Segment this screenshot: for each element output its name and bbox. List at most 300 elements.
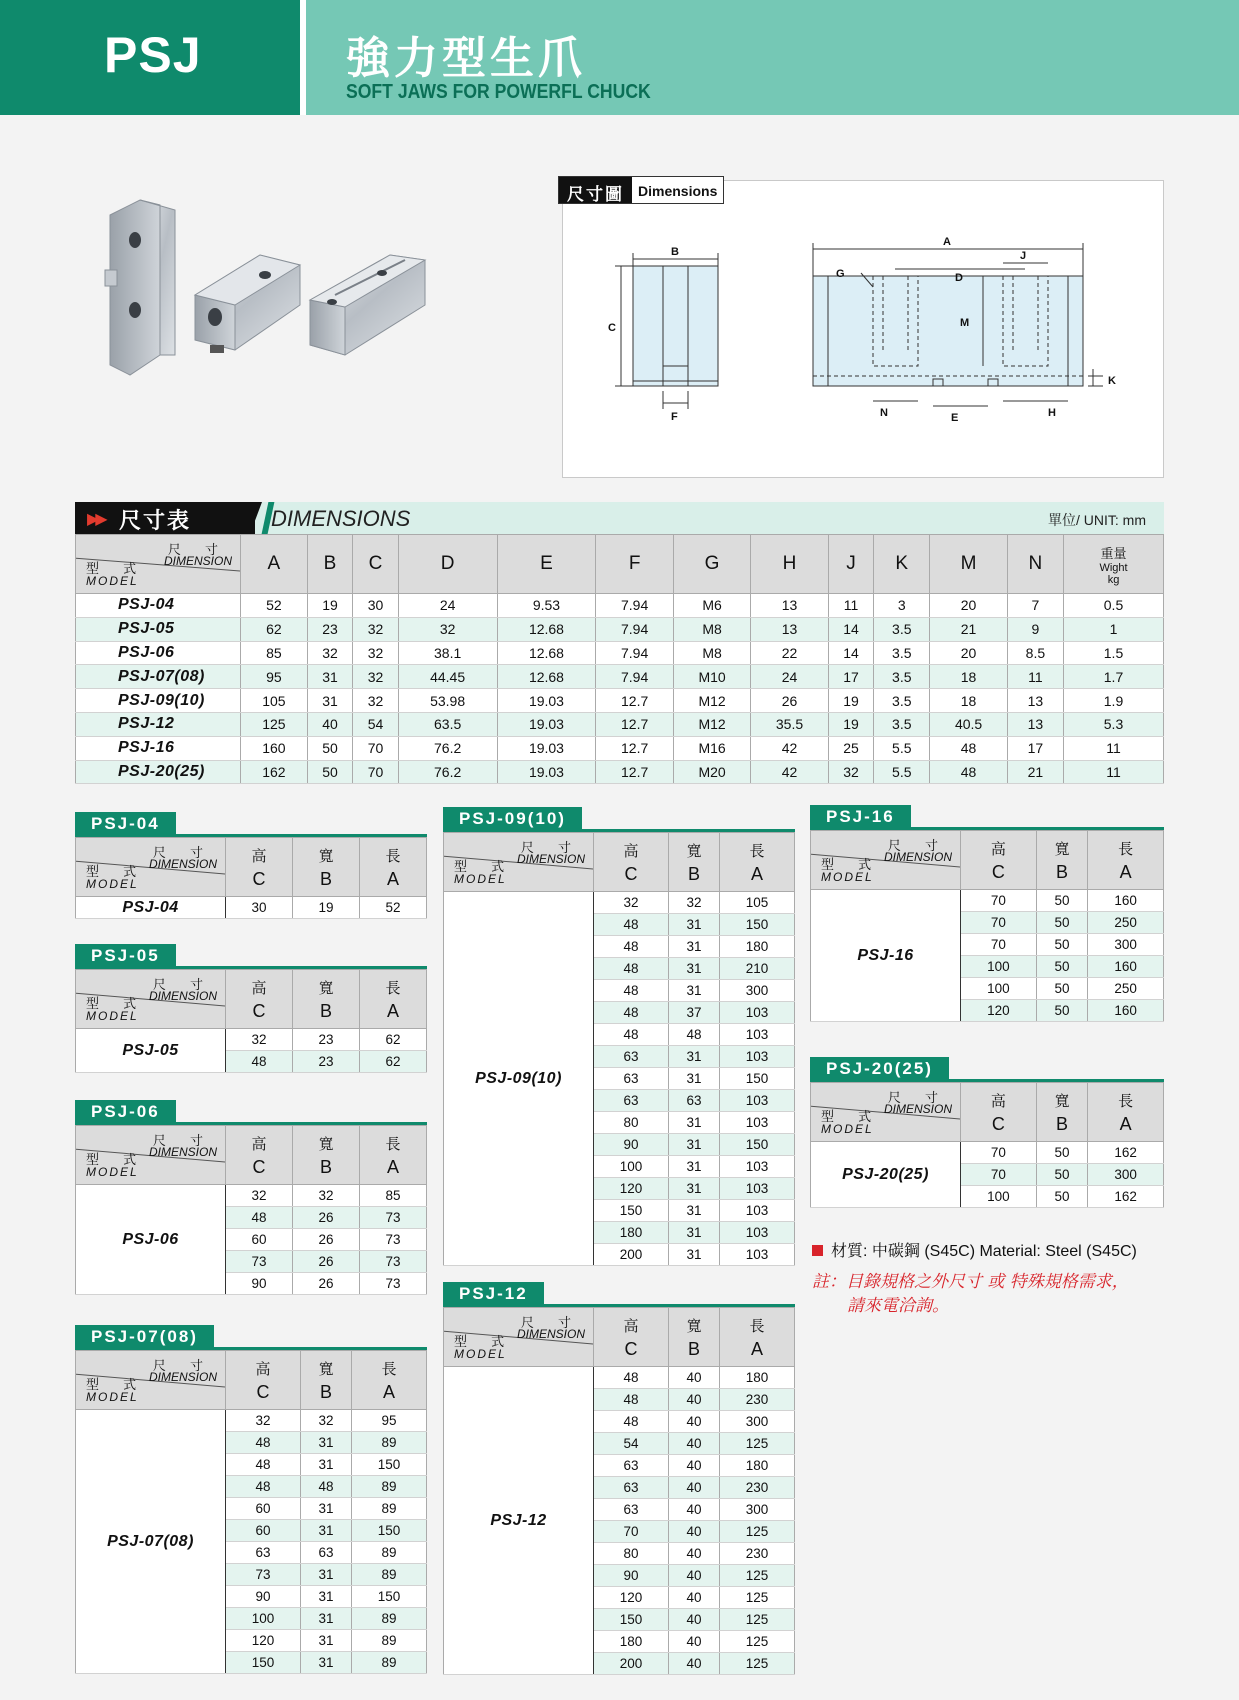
header-title-en: SOFT JAWS FOR POWERFL CHUCK [346,81,651,103]
weight-en: Wight [1099,561,1128,574]
model-dimension-corner [76,1351,226,1410]
value-cell: 90 [226,1273,293,1295]
value-cell: 19 [828,689,873,713]
value-cell: 48 [668,1024,719,1046]
sub-column-zh: 高 [623,841,639,860]
value-cell: 11 [1007,665,1063,689]
weight-zh: 重量 [1100,546,1127,562]
corner-model-en: MODEL [86,1390,139,1404]
value-cell: 230 [720,1543,795,1565]
value-cell: 85 [360,1185,427,1207]
value-cell: 40 [668,1499,719,1521]
value-cell: 73 [360,1229,427,1251]
value-cell: 30 [226,897,293,919]
value-cell: 31 [300,1652,351,1674]
table-row [76,641,1164,665]
value-cell: 12.7 [596,689,673,713]
value-cell: 32 [668,892,719,914]
value-cell: 103 [720,1112,795,1134]
corner-dim-en: DIMENSION [148,1370,217,1384]
value-cell: 89 [352,1542,427,1564]
model-cell: PSJ-16 [76,736,241,760]
value-cell: 103 [720,1156,795,1178]
value-cell: 20 [930,594,1007,618]
value-cell: 120 [961,1000,1037,1022]
value-cell: 73 [226,1564,301,1586]
corner-dim-zh: 尺 寸 [152,978,213,993]
value-cell: 60 [226,1520,301,1542]
value-cell: 18 [930,665,1007,689]
corner-dim-en: DIMENSION [516,852,585,866]
sub-column-header-b [293,838,360,897]
model-cell: PSJ-07(08) [76,665,241,689]
value-cell: 150 [352,1520,427,1542]
sub-column-zh: 高 [251,1134,267,1153]
value-cell: 0.5 [1064,594,1164,618]
corner-model-en: MODEL [86,1009,139,1023]
sub-column-header-c [961,831,1037,890]
corner-dim-zh: 尺 寸 [520,1316,581,1331]
corner-model-en: MODEL [454,1347,507,1361]
model-dimension-corner [76,838,226,897]
value-cell: 230 [720,1477,795,1499]
value-cell: 180 [720,1455,795,1477]
sub-column-header-a [360,1126,427,1185]
value-cell: 40 [668,1455,719,1477]
sub-column-letter: A [383,1381,396,1402]
corner-dim-en: DIMENSION [148,989,217,1003]
corner-box [444,833,593,891]
value-cell: 31 [668,1134,719,1156]
value-cell: 14 [828,641,873,665]
corner-box [811,1083,960,1141]
model-dimension-corner [76,535,241,594]
value-cell: 7.94 [596,594,673,618]
sub-column-zh: 高 [251,846,267,865]
value-cell: 48 [594,1389,669,1411]
sub-column-letter: A [386,1156,399,1177]
sub-column-letter: C [624,863,638,884]
value-cell: 89 [352,1498,427,1520]
table-row [76,665,1164,689]
value-cell: 40 [668,1477,719,1499]
value-cell: 32 [594,892,669,914]
corner-dim-zh: 尺 寸 [887,1091,948,1106]
value-cell: 60 [226,1498,301,1520]
table-row [76,736,1164,760]
value-cell: 60 [226,1229,293,1251]
value-cell: 85 [241,641,308,665]
sub-column-zh: 長 [381,1359,397,1378]
value-cell: 40 [668,1433,719,1455]
sub-column-zh: 高 [623,1316,639,1335]
sub-column-letter: B [319,1156,332,1177]
value-cell: 63 [594,1455,669,1477]
sub-table-title: PSJ-16 [810,805,911,827]
corner-box [444,1308,593,1366]
value-cell: 63 [594,1068,669,1090]
dimensions-title-en: DIMENSIONS [271,506,411,531]
value-cell: 62 [360,1029,427,1051]
value-cell: 210 [720,958,795,980]
sub-column-letter: B [319,868,332,889]
corner-model-zh: 型 式 [86,865,147,880]
value-cell: 48 [594,1024,669,1046]
model-dimension-corner [444,833,594,892]
value-cell: 48 [594,1367,669,1389]
table-row [76,760,1164,784]
sub-table-header [76,1351,427,1410]
value-cell: 31 [668,914,719,936]
sub-column-zh: 寬 [318,978,334,997]
corner-box [76,535,240,593]
sub-model-cell: PSJ-06 [76,1185,226,1295]
value-cell: 125 [720,1565,795,1587]
sub-column-header-a [1088,1083,1164,1142]
corner-dim-zh: 尺 寸 [152,1134,213,1149]
corner-dim-en: DIMENSION [883,850,952,864]
value-cell: 150 [720,914,795,936]
dimension-diagram-box [562,180,1164,478]
value-cell: 24 [398,594,497,618]
value-cell: 48 [226,1476,301,1498]
value-cell: 40 [668,1367,719,1389]
value-cell: 42 [751,736,828,760]
value-cell: 105 [720,892,795,914]
sub-column-header-c [226,1126,293,1185]
model-dimension-corner [811,831,961,890]
value-cell: 48 [226,1207,293,1229]
value-cell: 200 [594,1653,669,1675]
sub-table-header [76,838,427,897]
value-cell: 40 [668,1389,719,1411]
value-cell: 31 [668,1200,719,1222]
sub-column-letter: B [319,1000,332,1021]
value-cell: 12.7 [596,760,673,784]
sub-table [443,832,795,1266]
value-cell: 63 [668,1090,719,1112]
sub-table [75,1125,427,1295]
value-cell: 50 [1036,1142,1088,1164]
value-cell: 103 [720,1090,795,1112]
sub-table [75,837,427,919]
value-cell: 23 [293,1029,360,1051]
value-cell: 23 [293,1051,360,1073]
sub-column-letter: C [252,1156,266,1177]
sub-column-header-a [720,833,795,892]
value-cell: 48 [226,1432,301,1454]
corner-model-en: MODEL [454,872,507,886]
dim-letter-h: H [1048,407,1056,419]
value-cell: 73 [226,1251,293,1273]
value-cell: 31 [300,1498,351,1520]
corner-model-en: MODEL [86,574,139,588]
value-cell: 31 [668,1112,719,1134]
model-dimension-corner [811,1083,961,1142]
dim-letter-g: G [836,268,845,280]
value-cell: 50 [1036,1186,1088,1208]
corner-model-en: MODEL [821,1122,874,1136]
value-cell: 3.5 [874,689,930,713]
value-cell: 70 [961,1164,1037,1186]
value-cell: 31 [668,1068,719,1090]
sub-column-header-b [293,970,360,1029]
value-cell: 3.5 [874,665,930,689]
sub-table-header [444,833,795,892]
value-cell: 48 [226,1454,301,1476]
value-cell: M8 [673,641,750,665]
sub-column-letter: C [991,1113,1005,1134]
value-cell: 50 [1036,1164,1088,1186]
value-cell: 80 [594,1543,669,1565]
dimensions-table [75,534,1164,784]
sub-table [75,969,427,1073]
header-title-zh: 強力型生爪 [346,33,586,84]
value-cell: 32 [226,1410,301,1432]
sub-model-cell: PSJ-16 [811,890,961,1022]
header-code-panel [0,0,300,115]
value-cell: 31 [668,980,719,1002]
material-text: 材質: 中碳鋼 (S45C) Material: Steel (S45C) [831,1243,1137,1260]
value-cell: 120 [226,1630,301,1652]
value-cell: 89 [352,1652,427,1674]
value-cell: 24 [751,665,828,689]
model-cell: PSJ-12 [76,712,241,736]
corner-model-zh: 型 式 [821,1110,882,1125]
value-cell: 80 [594,1112,669,1134]
value-cell: 95 [241,665,308,689]
value-cell: 103 [720,1200,795,1222]
value-cell: 32 [353,689,398,713]
sub-column-header-c [961,1083,1037,1142]
material-note [812,1238,1137,1261]
sub-column-header-c [226,838,293,897]
value-cell: 50 [307,736,352,760]
value-cell: 31 [307,665,352,689]
value-cell: 70 [961,1142,1037,1164]
value-cell: 150 [352,1454,427,1476]
sub-column-header-a [1088,831,1164,890]
sub-table-title: PSJ-04 [75,812,176,834]
sub-column-letter: A [751,1338,764,1359]
value-cell: 12.68 [497,641,596,665]
sub-column-letter: A [386,1000,399,1021]
sub-column-header-b [300,1351,351,1410]
value-cell: 12.7 [596,712,673,736]
corner-model-zh: 型 式 [86,562,147,577]
value-cell: 26 [293,1273,360,1295]
corner-box [811,831,960,889]
value-cell: 32 [353,641,398,665]
table-row [811,890,1164,912]
corner-model-zh: 型 式 [86,1153,147,1168]
value-cell: 160 [1088,956,1164,978]
column-header-a: A [241,535,308,594]
sub-table [443,1307,795,1675]
sub-column-zh: 寬 [686,1316,702,1335]
sub-column-letter: B [319,1381,332,1402]
value-cell: 150 [352,1586,427,1608]
corner-dim-zh: 尺 寸 [520,841,581,856]
value-cell: 32 [300,1410,351,1432]
column-header-k: K [874,535,930,594]
value-cell: 70 [353,736,398,760]
value-cell: 26 [751,689,828,713]
value-cell: 31 [668,1046,719,1068]
value-cell: 31 [300,1608,351,1630]
value-cell: 50 [307,760,352,784]
value-cell: 48 [226,1051,293,1073]
dim-letter-d: D [955,272,963,284]
value-cell: 103 [720,1002,795,1024]
value-cell: 150 [720,1134,795,1156]
value-cell: 89 [352,1630,427,1652]
weight-unit: kg [1107,573,1120,586]
value-cell: 31 [300,1586,351,1608]
sub-column-letter: B [1055,1113,1068,1134]
column-header-weight [1064,535,1164,594]
value-cell: 120 [594,1587,669,1609]
sub-table [810,1082,1164,1208]
value-cell: 19.03 [497,736,596,760]
value-cell: 95 [352,1410,427,1432]
value-cell: 103 [720,1178,795,1200]
value-cell: 7.94 [596,641,673,665]
value-cell: 32 [828,760,873,784]
corner-dim-en: DIMENSION [148,1145,217,1159]
sub-column-zh: 長 [1118,1091,1134,1110]
value-cell: 63 [300,1542,351,1564]
value-cell: 5.5 [874,760,930,784]
value-cell: 8.5 [1007,641,1063,665]
sub-column-zh: 高 [990,1091,1006,1110]
dim-letter-e: E [951,412,959,424]
sub-column-zh: 長 [385,1134,401,1153]
value-cell: 150 [226,1652,301,1674]
value-cell: 5.3 [1064,712,1164,736]
value-cell: 125 [720,1653,795,1675]
value-cell: 31 [300,1454,351,1476]
sub-table-title: PSJ-09(10) [443,807,582,829]
value-cell: 50 [1036,1000,1088,1022]
sub-column-letter: A [1119,1113,1132,1134]
sub-table-title: PSJ-20(25) [810,1057,949,1079]
value-cell: 150 [720,1068,795,1090]
header-code: PSJ [104,27,202,83]
sub-column-zh: 寬 [1054,1091,1070,1110]
value-cell: 180 [594,1222,669,1244]
value-cell: 120 [594,1178,669,1200]
value-cell: 73 [360,1251,427,1273]
corner-dim-zh: 尺 寸 [152,846,213,861]
corner-dim-en: DIMENSION [516,1327,585,1341]
dimensions-title-zh: 尺寸表 [119,509,192,534]
value-cell: 76.2 [398,760,497,784]
value-cell: 103 [720,1244,795,1266]
sub-table-header [811,831,1164,890]
value-cell: 21 [930,617,1007,641]
value-cell: 160 [241,736,308,760]
sub-column-zh: 高 [990,839,1006,858]
value-cell: 1.5 [1064,641,1164,665]
value-cell: 90 [594,1134,669,1156]
sub-column-header-b [668,1308,719,1367]
column-header-d: D [398,535,497,594]
value-cell: 40 [668,1543,719,1565]
sub-column-letter: A [751,863,764,884]
corner-model-zh: 型 式 [86,997,147,1012]
value-cell: 40 [668,1411,719,1433]
note-line-2: 請來電洽詢。 [847,1296,949,1316]
value-cell: 40 [307,712,352,736]
sub-column-zh: 長 [749,841,765,860]
sub-column-header-c [594,833,669,892]
sub-table-header [811,1083,1164,1142]
value-cell: 30 [353,594,398,618]
value-cell: 48 [594,914,669,936]
value-cell: 38.1 [398,641,497,665]
value-cell: M8 [673,617,750,641]
value-cell: 53.98 [398,689,497,713]
sub-table-title: PSJ-07(08) [75,1325,214,1347]
value-cell: 40 [668,1609,719,1631]
value-cell: 17 [1007,736,1063,760]
corner-box [76,970,225,1028]
value-cell: 37 [668,1002,719,1024]
value-cell: 48 [594,936,669,958]
sub-column-letter: C [256,1381,270,1402]
value-cell: 150 [594,1200,669,1222]
sub-column-header-a [360,970,427,1029]
sub-column-header-c [226,970,293,1029]
red-square-bullet [812,1245,823,1256]
table-row [76,897,427,919]
value-cell: 50 [1036,934,1088,956]
value-cell: 50 [1036,956,1088,978]
value-cell: 63 [594,1477,669,1499]
dim-letter-j: J [1020,250,1027,262]
corner-dim-en: DIMENSION [883,1102,952,1116]
value-cell: 100 [961,1186,1037,1208]
sub-column-letter: A [386,868,399,889]
value-cell: 62 [241,617,308,641]
value-cell: 200 [594,1244,669,1266]
value-cell: 300 [720,980,795,1002]
value-cell: 19.03 [497,760,596,784]
table-row [444,1367,795,1389]
value-cell: 48 [594,980,669,1002]
value-cell: 12.7 [596,736,673,760]
sub-column-letter: C [991,861,1005,882]
value-cell: 125 [720,1521,795,1543]
model-cell: PSJ-09(10) [76,689,241,713]
value-cell: 162 [1088,1142,1164,1164]
value-cell: 40 [668,1587,719,1609]
column-header-n: N [1007,535,1063,594]
value-cell: 125 [720,1433,795,1455]
value-cell: 31 [300,1432,351,1454]
value-cell: 31 [668,958,719,980]
value-cell: 31 [668,1244,719,1266]
value-cell: 125 [720,1631,795,1653]
value-cell: 300 [1088,1164,1164,1186]
sub-column-header-b [1036,831,1088,890]
value-cell: 89 [352,1608,427,1630]
value-cell: 13 [751,617,828,641]
corner-model-en: MODEL [821,870,874,884]
value-cell: 103 [720,1024,795,1046]
value-cell: 26 [293,1251,360,1273]
